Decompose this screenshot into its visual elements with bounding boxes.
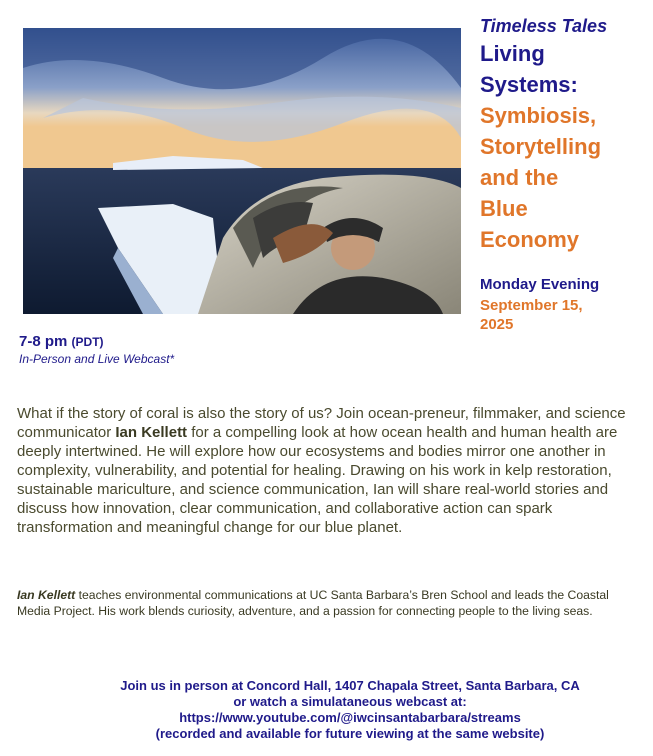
event-photo	[23, 28, 461, 314]
event-mode: In-Person and Live Webcast*	[19, 352, 175, 366]
description-part-2: for a compelling look at how ocean health and human health are deeply intertwined. He will explore how our ecosystems and bodies mirror one another in complexity, vulnerability, and potential for healing. Drawing on his work in kelp restoration, sustainable mariculture, and science communication, Ian will share real-world stories and discuss how innovation, clear communication, and collaborative action can spark transformation and meaningful change for our blue planet.	[17, 424, 618, 536]
event-time	[19, 333, 104, 350]
event-title	[480, 38, 650, 255]
bio-text: teaches environmental communications at UC Santa Barbara’s Bren School and leads the Coastal Media Project. His work blends curiosity, adventure, and a passion for connecting people to the living seas.	[17, 588, 609, 618]
series-title: Timeless Tales	[480, 16, 608, 36]
speaker-name: Ian Kellett	[115, 424, 188, 441]
footer-line-4: (recorded and available for future viewing at the same website)	[155, 726, 545, 741]
title-line-3: Symbiosis,	[480, 103, 597, 128]
event-time-value: 7-8 pm	[19, 333, 68, 350]
footer-line-2: or watch a simulataneous webcast at:	[233, 694, 467, 709]
bio-name: Ian Kellett	[17, 588, 76, 602]
speaker-bio	[17, 587, 639, 619]
title-line-4: Storytelling	[480, 134, 602, 159]
title-line-7: Economy	[480, 227, 580, 252]
title-line-6: Blue	[480, 196, 528, 221]
event-date	[480, 296, 630, 334]
title-line-1: Living	[480, 41, 545, 66]
event-timezone: (PDT)	[71, 335, 104, 349]
event-date-line-1: September 15,	[480, 297, 583, 314]
event-day: Monday Evening	[480, 276, 600, 293]
photo-icon	[23, 28, 461, 314]
title-line-2: Systems:	[480, 72, 578, 97]
description-part-1: What if the story of coral is also the story of us? Join ocean-preneur, filmmaker, and science communicator	[17, 405, 626, 441]
footer-info	[60, 678, 640, 742]
title-line-5: and the	[480, 165, 559, 190]
webcast-link[interactable]: https://www.youtube.com/@iwcinsantabarbara/streams	[179, 710, 521, 725]
event-date-line-2: 2025	[480, 316, 514, 333]
footer-line-1: Join us in person at Concord Hall, 1407 Chapala Street, Santa Barbara, CA	[120, 678, 580, 693]
event-description	[17, 404, 639, 537]
